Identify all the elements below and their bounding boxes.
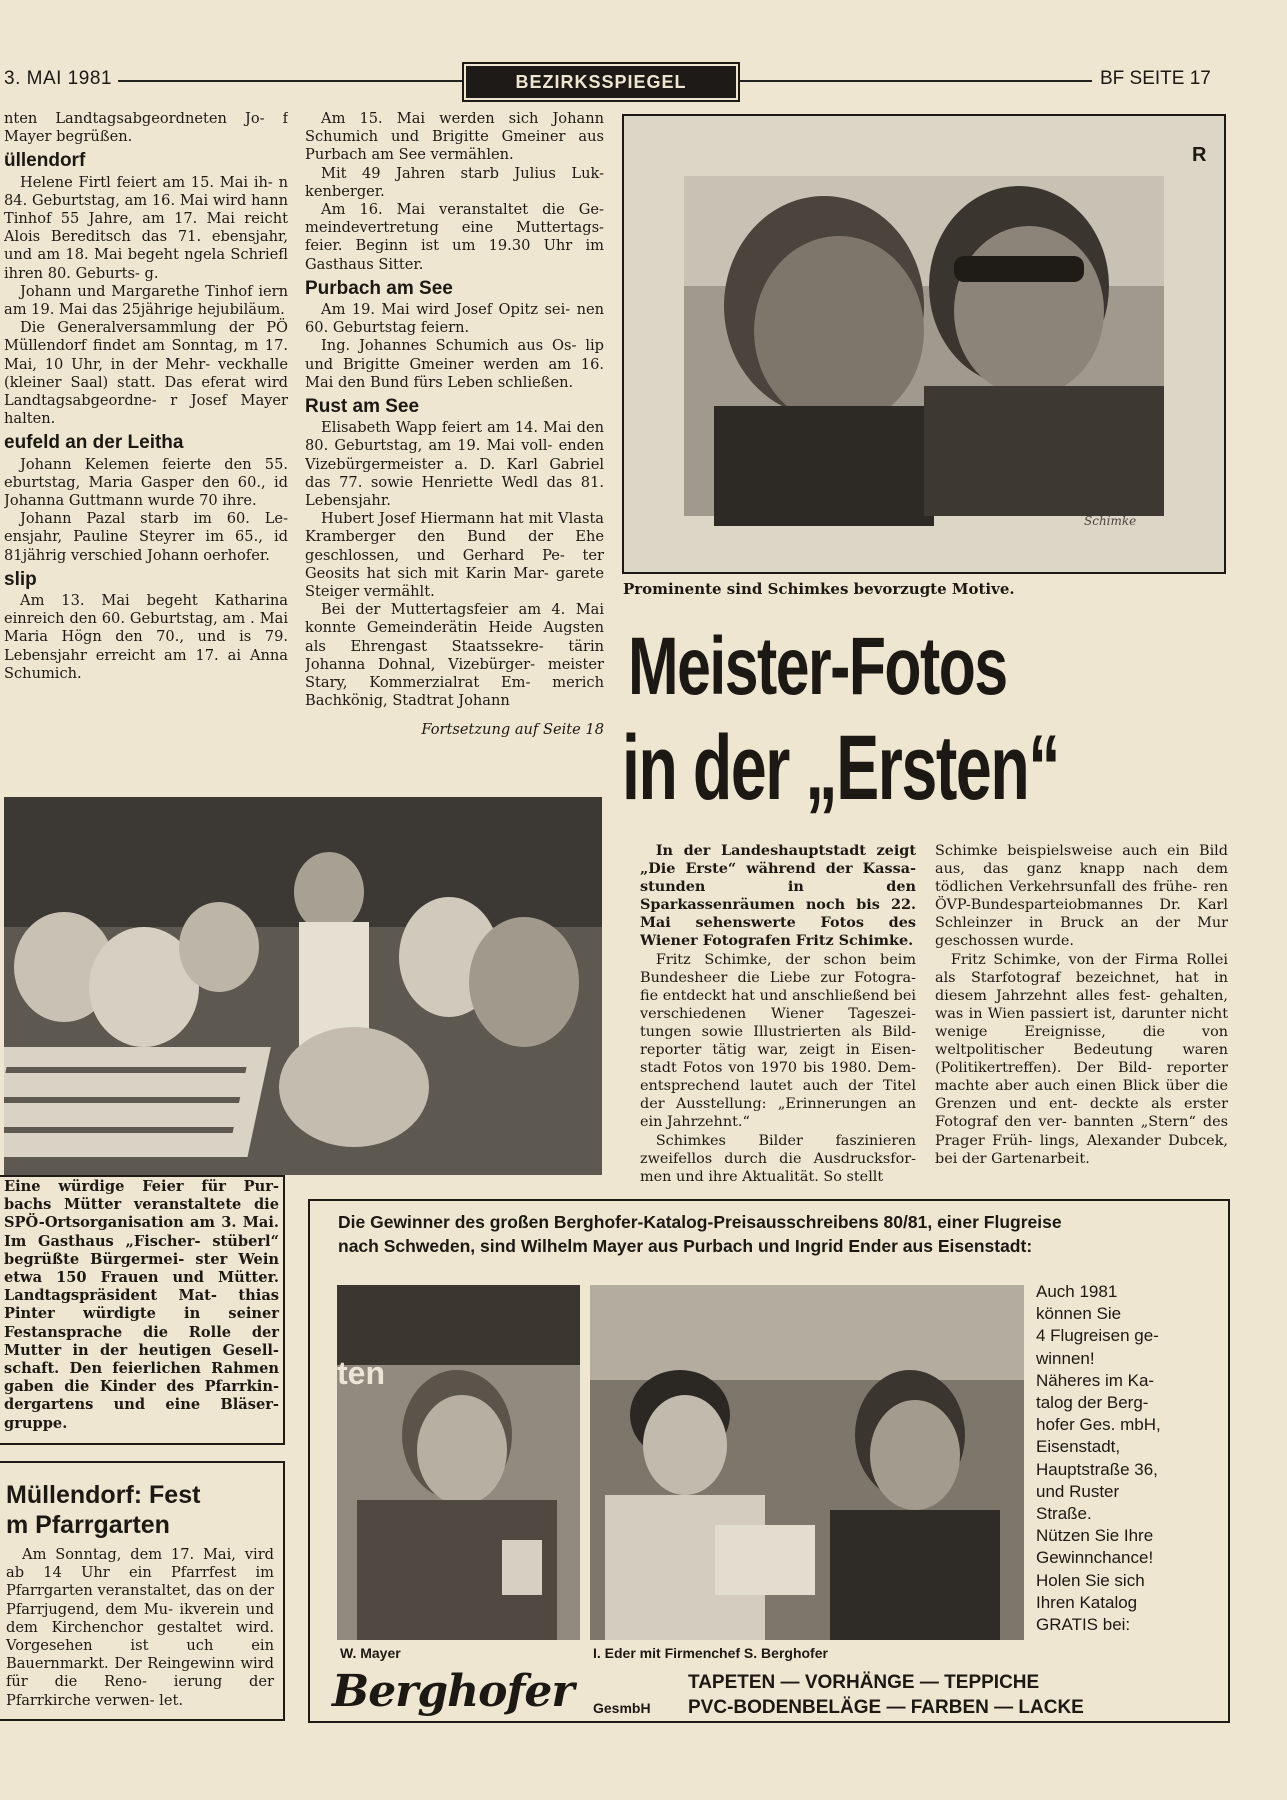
ad-headline-1: Die Gewinner des großen Berghofer-Katalog-Preisausschreibens 80/81, einer Flugreise bbox=[338, 1212, 1062, 1232]
header-page: BF SEITE 17 bbox=[1100, 68, 1211, 89]
article-a-p2: Schimkes Bilder faszinieren zweifellos durch die Ausdrucksfor- men und ihre Aktualität. So stellt bbox=[640, 1132, 916, 1185]
article-b-p2: Fritz Schimke, von der Firma Rollei als Starfotograf bezeichnet, hat in diesem Jahrzehnt alles fest- gehalten, was in Wien passiert ist, darunter nicht wenige Ereignisse, die von weltpolitischer Bedeutung waren (Politikertreffen). Der Bild- reporter machte aber auch einen Blick über die Grenzen und ent- deckte als erster Fotograf den ver- bannten „Stern“ des Prager Früh- lings, Alexander Dubcek, bei der Gartenarbeit. bbox=[935, 951, 1228, 1167]
col1-sec1-p1: Helene Firtl feiert am 15. Mai ih- n 84. Geburtstag, am 16. Mai wird hann Tinhof 55 Jahre, am 17. Mai reicht Alois Bereditsch das 71. ebensjahr, und am 18. Mai begeht ngela Schriefl ihren 80. Geburts- g. bbox=[4, 173, 288, 282]
ad-headline-2: nach Schweden, sind Wilhelm Mayer aus Purbach und Ingrid Ender aus Eisenstadt: bbox=[338, 1236, 1033, 1256]
headline-line1: Meister-Fotos bbox=[628, 621, 1007, 712]
headline-line2: in der „Ersten“ bbox=[622, 717, 1060, 819]
col1-sec2-p1: Johann Kelemen feierte den 55. eburtstag, Maria Gasper den 60., id Johanna Guttmann wurde 70 ihre. bbox=[4, 455, 288, 510]
ad-tagline-2: PVC-BODENBELÄGE — FARBEN — LACKE bbox=[688, 1697, 1084, 1718]
berghofer-logo-suffix: GesmbH bbox=[593, 1700, 651, 1716]
article-b-p1: Schimke beispielsweise auch ein Bild aus, das ganz knapp nach dem tödlichen Verkehrsunfall des frühe- ren ÖVP-Bundesparteiobmannes Dr. Karl Schleinzer in Bruck an der Mur geschossen wurde. bbox=[935, 843, 1228, 950]
ad-caption-mayer: W. Mayer bbox=[340, 1645, 401, 1661]
col2-sec2-p2: Hubert Josef Hiermann hat mit Vlasta Kramberger den Bund der Ehe geschlossen, und Gerhard Pe- ter Geosits hat sich mit Karin Mar- garete Steiger vermählt. bbox=[305, 510, 604, 601]
col1-sec1-title: üllendorf bbox=[4, 150, 86, 172]
header-rule-right bbox=[740, 80, 1092, 82]
fest-title-2: m Pfarrgarten bbox=[6, 1511, 170, 1539]
photo-prominent-caption: Prominente sind Schimkes bevorzugte Motive. bbox=[623, 580, 1015, 598]
column-2 bbox=[305, 110, 604, 778]
header-date: 3. MAI 1981 bbox=[4, 68, 112, 89]
col1-sec1-p2: Johann und Margarethe Tinhof iern am 19. Mai das 25jährige hejubiläum. bbox=[4, 282, 288, 319]
col1-sec1-p3: Die Generalversammlung der PÖ Müllendorf findet am Sonntag, m 17. Mai, 10 Uhr, in der Mehr- veckhalle (kleiner Saal) statt. Das eferat wird Landtagsabgeordne- r Josef Mayer halten. bbox=[4, 319, 288, 428]
col1-sec2-title: eufeld an der Leitha bbox=[4, 432, 184, 454]
fest-body: Am Sonntag, dem 17. Mai, vird ab 14 Uhr ein Pfarrfest im Pfarrgarten veranstaltet, das on der Pfarrjugend, dem Mu- ikverein und dem Kirchenchor gestaltet wird. Vorgesehen ist uch ein Bauernmarkt. Der Reingewinn wird für die Reno- ierung der Pfarrkirche verwen- let. bbox=[6, 1546, 275, 1709]
ad-photo-mayer bbox=[337, 1285, 580, 1640]
continued-note: Fortsetzung auf Seite 18 bbox=[421, 720, 604, 738]
ad-photo-sign: ten bbox=[337, 1355, 385, 1391]
berghofer-logo: Berghofer bbox=[332, 1666, 574, 1717]
ad-side-text: Auch 1981 können Sie 4 Flugreisen ge- winnen! Näheres im Ka- talog der Berg- hofer Ges. mbH, Eisenstadt, Hauptstraße 36, und Ruster Straße. Nützen Sie Ihre Gewinnchance! Holen Sie sich Ihren Katalog GRATIS bei: bbox=[1036, 1282, 1161, 1635]
col2-sec2-p1: Elisabeth Wapp feiert am 14. Mai den 80. Geburtstag, am 19. Mai voll- enden Vizebürgermeister a. D. Karl Gabriel das 77. sowie Henriette Wedl das 81. Lebensjahr. bbox=[305, 419, 604, 510]
col2-p2: Mit 49 Jahren starb Julius Luk- kenberger. bbox=[305, 164, 604, 200]
col1-sec2-p2: Johann Pazal starb im 60. Le- ensjahr, Pauline Steyrer im 65., id 81jährig verschied Johann oerhofer. bbox=[4, 510, 288, 564]
header-section: BEZIRKSSPIEGEL bbox=[466, 66, 736, 98]
ad-caption-eder: I. Eder mit Firmenchef S. Berghofer bbox=[593, 1645, 828, 1661]
article-lead: In der Landeshauptstadt zeigt „Die Erste“ während der Kassa- stunden in den Sparkassenräumen noch bis 22. Mai sehenswerte Fotos des Wiener Fotografen Fritz Schimke. bbox=[640, 842, 916, 950]
photo-logo: R bbox=[1192, 144, 1207, 166]
muttertag-caption: Eine würdige Feier für Pur- bachs Mütter veranstaltete die SPÖ-Ortsorganisation am 3. Mai. Im Gasthaus „Fischer- stüberl“ begrüßte Bürgermei- ster Wein etwa 150 Frauen und Mütter. Landtagspräsident Mat- thias Pinter würdigte in seiner Festansprache die Rolle der Mutter in der heutigen Gesell- schaft. Den feierlichen Rahmen gaben die Kinder des Pfarrkin- dergartens und eine Bläser- gruppe. bbox=[4, 1178, 279, 1432]
photo-prominent bbox=[622, 114, 1226, 574]
col1-intro: nten Landtagsabgeordneten Jo- f Mayer begrüßen. bbox=[4, 110, 288, 146]
header-rule-left bbox=[118, 80, 463, 82]
article-column-b bbox=[935, 842, 1228, 1192]
ad-photo-eder-image bbox=[590, 1285, 1024, 1640]
column-1 bbox=[4, 110, 288, 778]
article-column-a bbox=[640, 842, 916, 1192]
fest-title-1: Müllendorf: Fest bbox=[6, 1481, 201, 1509]
col2-sec1-title: Purbach am See bbox=[305, 277, 453, 299]
ad-tagline-1: TAPETEN — VORHÄNGE — TEPPICHE bbox=[688, 1672, 1040, 1693]
col2-sec2-title: Rust am See bbox=[305, 396, 420, 418]
photo-muttertag-image bbox=[4, 797, 602, 1175]
col2-p3: Am 16. Mai veranstaltet die Ge- meindevertretung eine Muttertags- feier. Beginn ist um 19.30 Uhr im Gasthaus Sitter. bbox=[305, 201, 604, 273]
col2-sec1-p2: Ing. Johannes Schumich aus Os- lip und Brigitte Gmeiner werden am 16. Mai den Bund fürs Leben schließen. bbox=[305, 337, 604, 391]
col1-sec3-title: slip bbox=[4, 568, 37, 590]
photo-muttertag bbox=[4, 797, 602, 1175]
photo-signature: Schimke bbox=[1084, 514, 1137, 528]
col2-sec2-p3: Bei der Muttertagsfeier am 4. Mai konnte Gemeinderätin Heide Augsten als Ehrengast Staatssekre- tärin Johanna Dohnal, Vizebürger- meister Stary, Kommerzialrat Em- merich Bachkönig, Stadtrat Johann bbox=[305, 601, 604, 710]
ad-photo-eder bbox=[590, 1285, 1024, 1640]
col2-p1: Am 15. Mai werden sich Johann Schumich und Brigitte Gmeiner aus Purbach am See vermählen. bbox=[305, 110, 604, 164]
article-a-p1: Fritz Schimke, der schon beim Bundesheer die Liebe zur Fotogra- fie entdeckt hat und anschließend bei verschiedenen Wiener Tageszei- tungen sowie Illustrierten als Bild- reporter tätig war, zeigt in Eisen- stadt Fotos von 1970 bis 1980. Dem- entsprechend lautet auch der Titel der Ausstellung: „Erinnerungen an ein Jahrzehnt.“ bbox=[640, 951, 916, 1131]
col2-sec1-p1: Am 19. Mai wird Josef Opitz sei- nen 60. Geburtstag feiern. bbox=[305, 301, 604, 337]
col1-sec3-p1: Am 13. Mai begeht Katharina einreich den 60. Geburtstag, am . Mai Maria Högn den 70., und is 79. Lebensjahr erreicht am 17. ai Anna Schumich. bbox=[4, 592, 288, 682]
ad-photo-mayer-image bbox=[337, 1285, 580, 1640]
photo-prominent-image bbox=[624, 116, 1224, 572]
